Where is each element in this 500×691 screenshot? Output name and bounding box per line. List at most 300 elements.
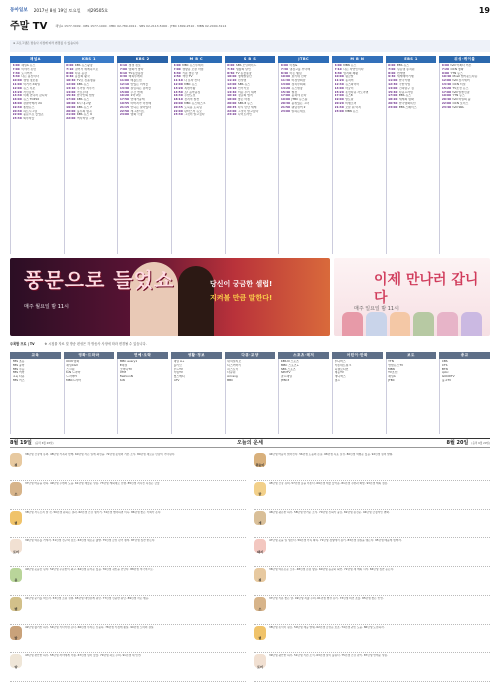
zodiac-name: 소 <box>258 607 262 611</box>
program-title: TV동물농장 <box>128 71 144 75</box>
program-title: 한국기행 <box>398 79 411 83</box>
fortune-date-right: 8월 20일 (음력 6월 29일) <box>446 439 490 446</box>
section-title-bar <box>10 20 490 34</box>
program-title: SBS 8 뉴스 <box>237 101 253 105</box>
program-time: 19:55 <box>119 101 130 105</box>
program-time: 19:00 <box>280 98 291 102</box>
channel-entry: 연합뉴스TV <box>388 363 404 367</box>
program-time: 18:00 <box>227 98 237 102</box>
channel-header[interactable]: M B C <box>171 56 222 63</box>
program-time: 11:00 <box>119 79 130 83</box>
banner-tagline: 지켜볼 만큼 말한다! <box>210 294 273 302</box>
fortune-entry <box>254 596 490 625</box>
zodiac-animal-icon <box>10 511 22 525</box>
ad-banner-pungmun[interactable] <box>10 258 330 336</box>
zodiac-animal-icon <box>254 511 266 525</box>
program-time: 20:40 <box>441 98 452 102</box>
category-header[interactable]: 교육 <box>10 352 61 359</box>
category-list <box>117 359 168 434</box>
program-time: 10:40 <box>66 79 76 83</box>
program-time: 23:30 <box>12 117 22 121</box>
fortune-entry <box>254 452 490 481</box>
channel-entry: 푸드TV <box>173 367 183 371</box>
program-time: 16:00 <box>12 98 22 102</box>
channel-header[interactable]: S B S <box>225 56 276 63</box>
program-title: MBC 뉴스데스크 <box>184 101 206 105</box>
category-column <box>386 352 437 434</box>
fortune-text: 36년생 건강에 유의. 48년생 가족과 함께. 60년생 작은 일에 최선을. 72년생 뜻밖의 기쁜 소식. 84년생 새로운 만남이 기다린다. <box>25 453 176 456</box>
channel-entry: YTN <box>388 360 394 363</box>
fortune-entry <box>10 538 246 567</box>
program-title: 영재발굴단 <box>237 75 252 79</box>
program-title: 섹션 TV <box>182 75 193 79</box>
program-title: 동치미 <box>345 79 354 83</box>
channel-entry: XTM <box>119 371 127 375</box>
program-title: TV쇼 진품명품 <box>76 79 96 83</box>
category-header[interactable]: 보도 <box>386 352 437 359</box>
program-time: 8:50 <box>227 71 235 75</box>
channel-header[interactable]: 위성·케이블 <box>439 56 490 63</box>
program-time: 17:50 <box>119 98 130 102</box>
program-title: KBS 뉴스 <box>76 82 90 86</box>
program-title: 종합뉴스 <box>23 105 35 109</box>
program-time: 18:00 <box>12 101 22 105</box>
program-title: 다시 만난 세계 <box>237 105 257 109</box>
channel-entry: 헬스메디 <box>173 375 185 379</box>
channel-schedule <box>225 63 276 254</box>
channel-column <box>10 56 61 254</box>
program-time: 17:00 <box>441 90 452 94</box>
channel-entry: FashionN <box>119 375 133 379</box>
fortune-entry <box>10 567 246 596</box>
program-time: 7:30 <box>227 67 235 71</box>
program-time: 9:40 <box>66 75 74 79</box>
category-header[interactable]: 영화·드라마 <box>64 352 115 359</box>
channel-schedule <box>439 63 490 254</box>
program-title: 해피투게더 <box>128 75 143 79</box>
program-time: 19:40 <box>12 105 22 109</box>
banner-schedule: 매주 일요일 밤 11시 <box>354 306 399 312</box>
program-time: 13:20 <box>12 90 22 94</box>
channel-entry: E채널 <box>119 363 128 367</box>
category-header[interactable]: 어린이·만화 <box>332 352 383 359</box>
category-header[interactable]: 연예·오락 <box>117 352 168 359</box>
program-time: 19:00 <box>334 98 344 102</box>
program-title: 쇼! 음악중심 <box>184 90 201 94</box>
channel-entry: JTBC <box>388 378 395 382</box>
program-title: 좋은 아침 <box>237 98 250 102</box>
program-time: 23:00 <box>280 109 291 113</box>
program-title: 다큐 공감 <box>74 71 87 75</box>
program-title: 팬텀싱어 2 <box>291 105 306 109</box>
program-time: 14:00 <box>334 86 344 90</box>
program-title: OCN 터널 <box>452 82 466 86</box>
program-title: 도시어부 <box>21 71 33 75</box>
program-title: 뉴스 특보 <box>23 86 36 90</box>
fortune-text: 37년생 마음을 편히. 49년생 주변의 도움. 61년생 재물운 상승. 73년생 계획대로 진행. 85년생 지나친 욕심은 금물. <box>25 481 161 485</box>
program-time: 11:20 <box>227 79 237 83</box>
zodiac-name: 소 <box>14 492 18 496</box>
zodiac-name: 범 <box>14 520 18 525</box>
channel-entry: cpbc <box>441 371 449 375</box>
program-title: 아궁이 <box>345 86 354 90</box>
program-time: 8:10 <box>119 71 128 75</box>
program-title: KBS 뉴스 <box>76 98 90 102</box>
fortune-header <box>10 438 490 448</box>
program-title: MBN 뉴스 <box>345 109 359 113</box>
program-title: EBS 스페이스 <box>398 105 417 109</box>
channel-entry: MBC 스포츠+ <box>280 363 299 367</box>
program-title: 정치부회의 <box>291 82 306 86</box>
fortune-text: 45년생 건강 유의. 57년생 뜻을 이룬다. 69년생 재물 들어옴. 81년생 주변과 화합. 93년생 계획 점검. <box>269 481 389 485</box>
program-row <box>13 117 60 121</box>
program-time: 11:20 <box>334 79 344 83</box>
channel-column <box>332 56 383 254</box>
program-time: 9:30 <box>119 75 128 79</box>
host-portrait <box>178 266 214 336</box>
program-row <box>174 113 221 117</box>
program-title: KBS 뉴스 7 <box>76 105 92 109</box>
program-time: 10:00 <box>12 79 22 83</box>
program-time: 22:00 <box>173 109 183 113</box>
channel-header[interactable]: 채널A <box>10 56 61 63</box>
category-column <box>439 352 490 434</box>
channel-entry: GTV <box>173 378 180 382</box>
zodiac-name: 닭 <box>258 492 262 496</box>
program-title: 효리네 민박 <box>291 75 307 79</box>
program-time: 18:00 <box>66 101 76 105</box>
fortune-entry <box>10 625 246 654</box>
program-title: 뉴스8 <box>345 94 353 98</box>
channel-schedule <box>332 63 383 254</box>
channel-entry: SBS 스포츠 <box>280 367 296 371</box>
banner-tagline: 당신이 궁금한 셀럽! <box>210 280 273 288</box>
channel-entry: OCN 영화 <box>66 360 80 363</box>
program-time: 21:15 <box>119 105 130 109</box>
program-title: MBC 뉴스 <box>184 82 198 86</box>
program-title: 전지적 참견 <box>184 98 200 102</box>
program-title: tvN 어쩌다 어른 <box>450 64 472 67</box>
zodiac-name: 용 <box>14 578 18 583</box>
program-time: 22:00 <box>441 101 452 105</box>
program-title: 말하는대로 <box>291 109 306 113</box>
section-title: 주말 TV <box>10 20 48 32</box>
program-time: 13:10 <box>66 86 76 90</box>
program-time: 9:00 <box>441 71 450 75</box>
program-title: tvN 삼시세끼 <box>452 79 470 83</box>
channel-column <box>278 56 329 254</box>
channel-entry: BTN <box>441 367 448 371</box>
channel-entry: EBS 수능 <box>12 367 25 371</box>
program-time: 15:20 <box>334 90 344 94</box>
category-list <box>225 359 276 434</box>
channel-entry: CBS <box>441 360 448 363</box>
category-column <box>332 352 383 434</box>
program-time: 12:40 <box>334 82 344 86</box>
program-time: 7:00 <box>12 67 20 71</box>
channel-entry: BBC <box>227 378 234 382</box>
channel-entry: 코미디TV <box>119 367 132 371</box>
newspaper-name[interactable]: 동아일보 <box>10 8 28 14</box>
program-title: EBS 뉴스 <box>396 64 409 67</box>
program-title: SBS 뉴스 <box>237 82 250 86</box>
program-time: 20:50 <box>388 101 398 105</box>
banner-subtitle: 매주 월요일 밤 11시 <box>24 304 69 310</box>
program-title: 오늘 뭐 먹지 <box>345 105 362 109</box>
channel-column <box>117 56 168 254</box>
program-title: tvN 비밀의 숲 <box>452 98 471 102</box>
program-title: 엄지의 제왕 <box>343 71 359 75</box>
program-title: 주간 연예 <box>130 90 143 94</box>
channel-entry: 내셔널지오 <box>227 360 242 363</box>
program-title: tvN SNL <box>452 105 465 109</box>
program-title: 냉장고를 부탁해 <box>289 67 310 71</box>
masthead <box>10 6 490 16</box>
program-time: 23:40 <box>441 105 452 109</box>
program-time: 22:00 <box>227 109 237 113</box>
program-title: OCN 보이스 <box>452 101 469 105</box>
program-title: KBS 뉴스 9 <box>76 113 92 117</box>
program-title: 나이트라인 <box>237 113 252 117</box>
fortune-column-left <box>10 452 246 682</box>
program-time: 17:00 <box>334 94 344 98</box>
program-time: 20:30 <box>280 101 291 105</box>
zodiac-animal-icon <box>254 482 266 496</box>
channel-entry: EBS 어학 <box>12 371 25 375</box>
program-time: 12:00 <box>441 79 452 83</box>
channel-entry: 투니버스 <box>334 360 346 363</box>
program-time: 6:00 <box>388 64 396 67</box>
fortune-text: 47년생 웃을 일 생긴다. 59년생 가족 화목. 71년생 경쟁에서 승리. 83년생 결실을 맺는다. 95년생 배움에 힘써라. <box>269 539 402 543</box>
program-title: YTN 뉴스 <box>450 71 463 75</box>
program-title: 미운 우리 새끼 <box>237 90 257 94</box>
channel-header[interactable]: KBS 2 <box>117 56 168 63</box>
category-list <box>10 359 61 434</box>
channel-entry: 드라마H <box>66 375 77 379</box>
category-list <box>386 359 437 434</box>
channel-entry: KBS N 스포츠 <box>280 360 299 363</box>
zodiac-name: 개 <box>258 520 262 525</box>
program-row <box>442 106 489 110</box>
program-time: 14:00 <box>388 86 398 90</box>
program-time: 13:20 <box>173 86 183 90</box>
fortune-text: 43년생 편안한 하루. 55년생 자녀에게 기쁨. 67년생 일이 술술. 79년생 과로 주의. 91년생 새 인연. <box>25 654 142 658</box>
program-time: 20:40 <box>12 109 22 113</box>
zodiac-animal-icon <box>10 568 22 582</box>
program-time: 10:00 <box>227 75 237 79</box>
fortune-text: 39년생 평안한 하루. 51년생 기쁜 소식. 63년생 일이 풀린다. 75년생 건강 관리. 87년생 연애운 상승. <box>269 654 389 658</box>
program-title: 세계테마기행 <box>396 75 414 79</box>
fortune-text: 46년생 평온한 하루. 58년생 반가운 소식. 70년생 신뢰가 중요. 82년생 승진운. 94년생 긍정적인 변화. <box>269 510 390 514</box>
program-time: 22:00 <box>66 117 76 121</box>
category-list <box>278 359 329 434</box>
program-title: 세계의 명화 <box>398 98 414 102</box>
zodiac-animal-icon <box>254 453 266 467</box>
program-time: 8:30 <box>334 71 342 75</box>
program-title: 생방송 오늘 아침 <box>182 67 204 71</box>
channel-header[interactable]: KBS 1 <box>64 56 115 63</box>
program-title: 다큐프라임 <box>398 90 413 94</box>
channel-schedule <box>117 63 168 254</box>
category-list <box>171 359 222 434</box>
program-title: 아버지가 이상해 <box>130 101 151 105</box>
category-header[interactable]: 스포츠·레저 <box>278 352 329 359</box>
program-title: MBN 뉴스 <box>343 64 357 67</box>
program-time: 23:00 <box>334 109 344 113</box>
channel-header[interactable]: JTBC <box>278 56 329 63</box>
program-title: 인기가요 <box>237 86 250 90</box>
program-time: 11:30 <box>280 79 291 83</box>
program-title: 맛있는 녀석들 <box>130 82 149 86</box>
program-time: 24:00 <box>119 113 130 117</box>
fortune-entry <box>10 510 246 539</box>
program-title: 개그콘서트 <box>130 109 145 113</box>
program-time: 12:10 <box>119 82 130 86</box>
program-time: 13:00 <box>280 82 291 86</box>
program-time: 19:00 <box>66 105 76 109</box>
program-time: 11:00 <box>388 79 398 83</box>
zodiac-animal-icon <box>254 568 266 582</box>
program-title: 6시 내고향 <box>76 101 91 105</box>
program-time: 18:20 <box>388 98 398 102</box>
program-time: 7:30 <box>12 71 20 75</box>
program-title: 휴먼다큐 사노라면 <box>345 90 369 94</box>
page-number: 19 <box>478 6 490 15</box>
program-time: 7:00 <box>173 67 181 71</box>
program-title: 언니는 살아있다 <box>130 105 151 109</box>
program-title: tvN 알쓸신잡 <box>452 90 470 94</box>
main-schedule-grid <box>10 56 490 254</box>
category-column <box>64 352 115 434</box>
channel-entry: GOODTV <box>441 375 455 379</box>
category-header[interactable]: 생활·정보 <box>171 352 222 359</box>
program-time: 16:20 <box>119 94 130 98</box>
program-time: 22:00 <box>12 113 22 117</box>
program-time: 6:00 <box>173 64 181 67</box>
program-title: 한국영화특선 <box>398 101 416 105</box>
program-time: 20:00 <box>173 101 183 105</box>
fortune-entry <box>254 481 490 510</box>
category-column <box>171 352 222 434</box>
program-time: 21:40 <box>334 105 344 109</box>
program-time: 14:40 <box>227 90 237 94</box>
category-column <box>10 352 61 434</box>
caption-lead: 주목할 프로 | TV <box>10 342 35 346</box>
program-title: 채널A 뉴스 <box>21 64 36 67</box>
program-title: 우리말 겨루기 <box>76 86 95 90</box>
program-title: TV조선 뉴스 <box>452 86 469 90</box>
channel-header[interactable]: M B N <box>332 56 383 63</box>
channel-entry: 채널 A+ <box>173 360 185 363</box>
channel-entry: Arirang <box>227 375 238 379</box>
program-title: 뭉쳐야 뜬다 <box>291 94 307 98</box>
channel-column <box>439 56 490 254</box>
program-title: TV 동물농장 <box>235 71 252 75</box>
dateline: 2017년 8월 19일 토요일 <box>33 8 81 14</box>
fortune-text: 39년생 여유를 가져라. 51년생 친구와 담소. 63년생 새로운 출발. 75년생 금전 관리 철저. 87년생 칭찬 받는다. <box>25 539 156 543</box>
program-title: 런닝맨 <box>237 79 247 83</box>
program-row <box>388 106 435 110</box>
channel-entry: EBS 초등 <box>12 360 25 363</box>
zodiac-animal-icon <box>10 597 22 611</box>
category-header[interactable]: 종교 <box>439 352 490 359</box>
program-title: 배틀트립 <box>130 79 142 83</box>
channel-entry: 다큐원 <box>227 371 236 375</box>
channel-entry: tvN <box>119 378 125 382</box>
channel-entry: 리빙TV <box>173 371 183 375</box>
program-title: 뉴스현장 <box>291 86 303 90</box>
program-title: 서민갑부 <box>23 90 35 94</box>
channel-entry: 히스토리 <box>227 367 239 371</box>
channel-header[interactable]: EBS 1 <box>386 56 437 63</box>
program-time: 8:00 <box>66 71 74 75</box>
fortune-section <box>10 452 490 682</box>
channel-entry: MBC every1 <box>119 360 138 363</box>
program-title: MBC 뉴스투데이 <box>182 64 204 67</box>
program-time: 21:50 <box>280 105 291 109</box>
channel-schedule <box>171 63 222 254</box>
program-title: 살림하는 남자들 <box>130 86 151 90</box>
program-time: 7:10 <box>334 67 342 71</box>
program-title: 건축탐구 집 <box>398 86 414 90</box>
zodiac-name: 말 <box>14 635 18 640</box>
fortune-text: 38년생 휴식이 필요. 50년생 재능 발휘. 62년생 금전운 호조. 74년생 귀인 도움. 86년생 도전하라. <box>269 625 385 629</box>
program-title: 이야기 휴먼 <box>21 67 37 71</box>
channel-entry: 채널CGV <box>66 363 78 367</box>
program-time: 12:00 <box>173 82 183 86</box>
program-title: 기분 좋은 날 <box>182 71 199 75</box>
fortune-text: 40년생 웃음꽃 핀다. 52년생 꾸준함이 최고. 64년생 문서운 있음. 76년생 귀인을 만난다. 88년생 적극적으로. <box>25 568 154 571</box>
channel-column <box>225 56 276 254</box>
program-title: 연예가중계 <box>130 98 145 102</box>
program-title: 도둑놈 도둑님 <box>184 105 202 109</box>
category-header[interactable]: 다큐·교양 <box>225 352 276 359</box>
channel-entry: EBS 중학 <box>12 363 25 367</box>
channel-column <box>386 56 437 254</box>
program-time: 8:40 <box>12 75 20 79</box>
ad-banner-now-on-my-way[interactable] <box>334 258 490 336</box>
program-time: 13:40 <box>441 82 452 86</box>
category-list <box>332 359 383 434</box>
program-row <box>335 110 382 114</box>
program-time: 19:00 <box>441 94 452 98</box>
program-title: 나는 자연인이다 <box>343 67 364 71</box>
program-title: 비정상회담 <box>291 79 306 83</box>
fortune-column-right <box>254 452 490 682</box>
program-title: 영화 극장 <box>130 113 143 117</box>
zodiac-name: 양 <box>14 664 18 669</box>
zodiac-animal-icon <box>10 626 22 640</box>
program-title: 먹거리 X파일 <box>23 82 41 86</box>
program-time: 20:00 <box>66 109 76 113</box>
program-row <box>66 117 113 121</box>
program-title: 썰전 <box>291 90 298 94</box>
fortune-text: 36년생 여유로운 오후. 48년생 손님 방문. 60년생 꼼꼼히 확인. 72년생 새 계획 시작. 84년생 칭찬 듣는다. <box>269 568 395 571</box>
cable-schedule-grid <box>10 352 490 434</box>
category-column <box>117 352 168 434</box>
channel-entry: 애니맥스 <box>334 375 346 379</box>
program-time: 17:00 <box>388 94 398 98</box>
featured-caption <box>10 340 490 348</box>
program-time: 15:40 <box>388 90 398 94</box>
program-title: 극한직업 <box>398 82 411 86</box>
schedule-note: ※ 프로그램은 방송사 사정에 따라 변경될 수 있습니다. <box>10 40 490 52</box>
zodiac-animal-icon <box>254 654 266 668</box>
program-title: 불후의 명곡 <box>76 109 92 113</box>
fortune-entry <box>10 653 246 682</box>
zodiac-animal-icon <box>10 654 22 668</box>
program-time: 6:00 <box>66 64 74 67</box>
